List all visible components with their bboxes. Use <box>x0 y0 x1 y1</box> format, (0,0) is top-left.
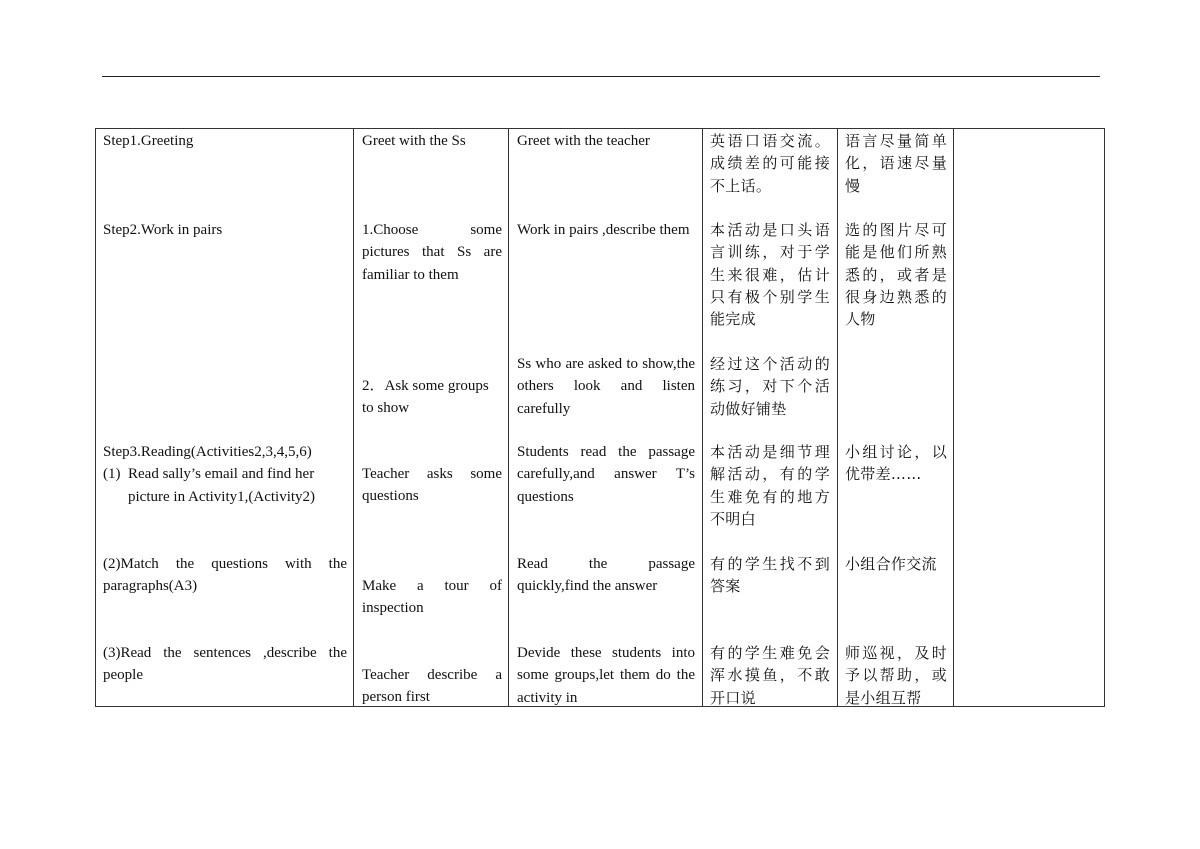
analysis-cell: 本活动是口头语言训练，对于学生来很难，估计只有极个别学生能完成 <box>710 221 830 329</box>
analysis-cell: 英语口语交流。成绩差的可能接不上话。 <box>710 132 830 195</box>
student-activity-cell: Work in pairs ,describe them <box>517 222 690 238</box>
student-activity-cell: Greet with the teacher <box>517 133 650 149</box>
student-activity-cell: Students read the passage carefully,and answer T’s questions <box>517 444 695 505</box>
step-cell: Step1.Greeting <box>103 133 194 149</box>
substep-text: Read sally’s email and find her picture in Activity1,(Activity2) <box>128 466 316 505</box>
column-divider <box>953 129 954 706</box>
step-cell: (2)Match the questions with the paragraphs(A3) <box>103 556 347 595</box>
column-divider <box>353 129 354 706</box>
strategy-cell: 师巡视，及时予以帮助，或是小组互帮 <box>845 644 947 707</box>
student-activity-cell: Ss who are asked to show,the others look and listen carefully <box>517 356 695 417</box>
analysis-cell: 有的学生难免会浑水摸鱼，不敢开口说 <box>710 644 830 707</box>
step-title: Step3.Reading(Activities2,3,4,5,6) <box>103 444 312 460</box>
teacher-activity-cell: Teacher asks some questions <box>362 466 502 505</box>
strategy-cell: 语言尽量简单化，语速尽量慢 <box>845 132 947 195</box>
teacher-activity-cell: Teacher describe a person first <box>362 667 502 706</box>
teacher-activity-cell: 1.Choose some pictures that Ss are familiar to them <box>362 222 502 283</box>
analysis-cell: 经过这个活动的练习，对下个活动做好铺垫 <box>710 355 830 418</box>
step-cell: (3)Read the sentences ,describe the people <box>103 645 347 684</box>
student-activity-cell: Devide these students into some groups,let them do the activity in <box>517 645 695 706</box>
lesson-plan-table <box>95 128 1105 707</box>
substep-number: (1) <box>103 466 121 483</box>
strategy-cell: 小组合作交流 <box>845 555 937 573</box>
strategy-cell: 小组讨论，以优带差…… <box>845 443 947 484</box>
analysis-cell: 有的学生找不到答案 <box>710 555 830 596</box>
analysis-cell: 本活动是细节理解活动，有的学生难免有的地方不明白 <box>710 443 830 528</box>
column-divider <box>702 129 703 706</box>
column-divider <box>837 129 838 706</box>
step-cell: Step2.Work in pairs <box>103 222 223 238</box>
teacher-activity-cell: Greet with the Ss <box>362 133 466 149</box>
column-divider <box>508 129 509 706</box>
step-cell <box>103 441 353 508</box>
strategy-cell: 选的图片尽可能是他们所熟悉的，或者是很身边熟悉的人物 <box>845 221 947 329</box>
student-activity-cell: Read the passage quickly,find the answer <box>517 556 695 595</box>
step-substep <box>103 463 353 508</box>
teacher-activity-cell: Make a tour of inspection <box>362 578 502 617</box>
header-rule <box>102 76 1100 77</box>
teacher-activity-cell: 2．Ask some groups to show <box>362 378 489 417</box>
